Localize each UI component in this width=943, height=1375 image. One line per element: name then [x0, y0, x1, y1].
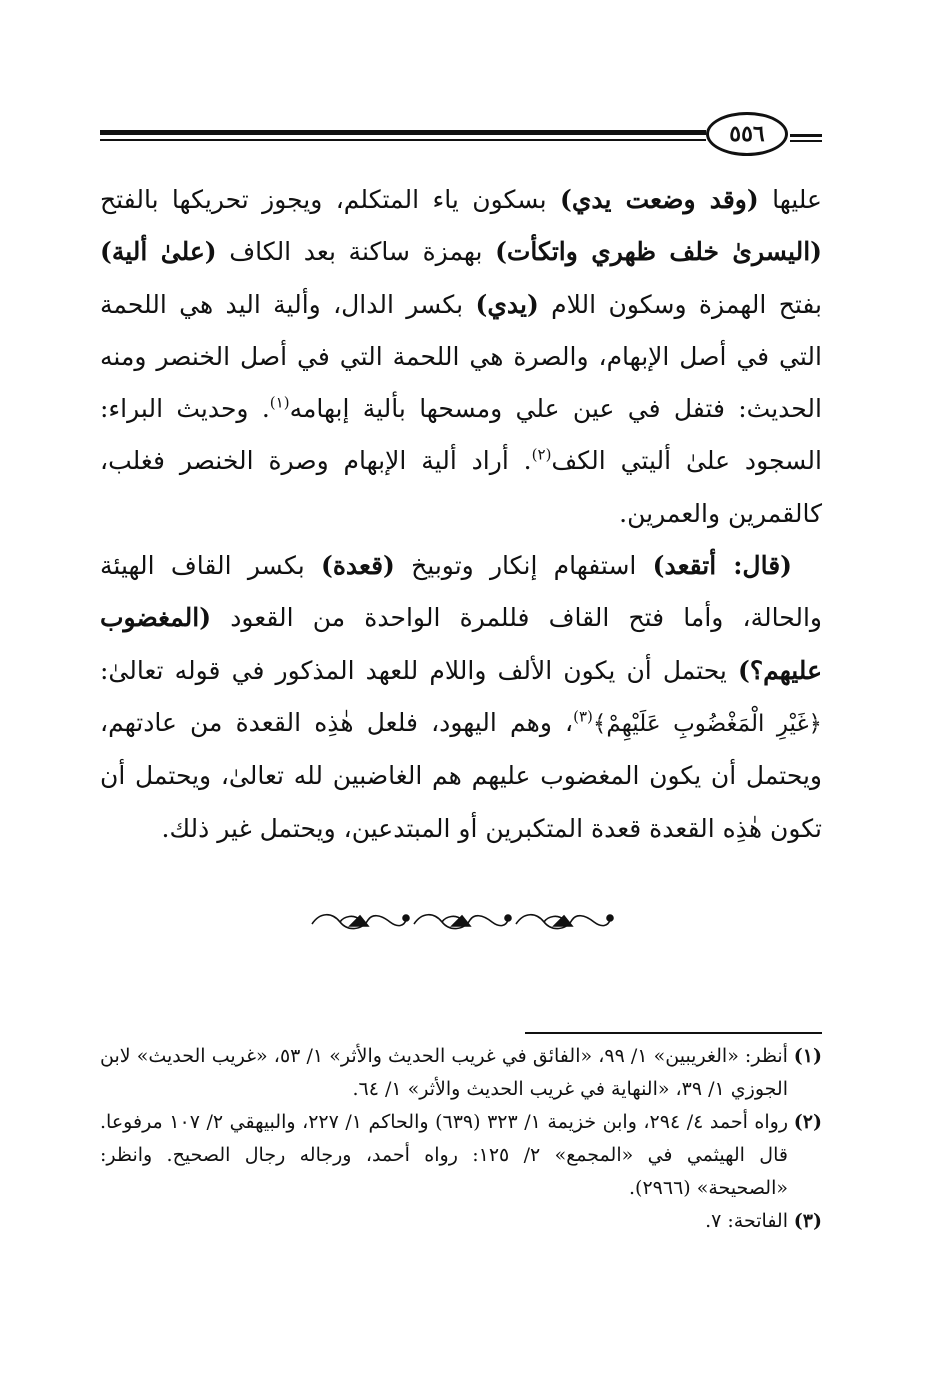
- text-run: . وحديث البراء: السجود علىٰ أليتي الكف: [100, 394, 822, 476]
- text-run: يحتمل أن يكون الألف واللام للعهد المذكور في قوله تعالىٰ:: [100, 655, 738, 685]
- text-run: بكسر الدال، وألية اليد هي اللحمة التي في أصل الإبهام، والصرة هي اللحمة التي في أصل الخنصر ومنه الحديث: فتفل في عين علي ومسحها بألية إبهامه: [100, 289, 822, 424]
- footnotes: [100, 1040, 822, 1238]
- footnote-number: (٢): [793, 1111, 822, 1133]
- page-number: ٥٥٦: [706, 112, 788, 156]
- page-header: [100, 112, 822, 162]
- header-rule-thick: [100, 130, 706, 135]
- quoted-phrase: (قال: أتقعد): [652, 551, 792, 581]
- paragraph-2: [100, 540, 822, 855]
- footnote-ref-2[interactable]: (٢): [531, 446, 552, 465]
- quoted-phrase: (يدي): [475, 289, 539, 319]
- quran-verse: ﴿غَيْرِ الْمَغْضُوبِ عَلَيْهِمْ﴾: [592, 710, 822, 737]
- text-run: ، وهم اليهود، فلعل هٰذِه القعدة من عادتهم، ويحتمل أن يكون المغضوب عليهم هم الغاضبين لله تعالىٰ، ويحتمل أن تكون هٰذِه القعدة قعدة المتكبرين أو المبتدعين، ويحتمل غير ذلك.: [100, 707, 822, 843]
- header-rule-right-thin: [790, 140, 822, 142]
- footnote-item: [100, 1205, 822, 1238]
- text-run: بهمزة ساكنة بعد الكاف: [216, 237, 496, 267]
- text-run: بفتح الهمزة وسكون اللام: [538, 289, 822, 319]
- header-rule-thin: [100, 139, 706, 141]
- quoted-phrase: (المغضوب عليهم؟): [100, 603, 822, 685]
- quoted-phrase: (وقد وضعت يدي): [559, 185, 759, 214]
- text-run: . أراد ألية الإبهام وصرة الخنصر فغلب، كالقمرين والعمرين.: [100, 446, 822, 528]
- text-run: بسكون ياء المتكلم، ويجوز تحريكها بالفتح: [100, 185, 560, 214]
- floral-ornament-icon: [300, 902, 620, 942]
- footnote-ref-3[interactable]: (٣): [573, 707, 593, 726]
- footnote-ref-1[interactable]: (١): [269, 393, 290, 412]
- text-run: بكسر القاف الهيئة والحالة، وأما فتح القاف فللمرة الواحدة من القعود: [100, 551, 822, 633]
- footnote-number: (١): [793, 1045, 822, 1067]
- footnote-separator: [525, 1032, 822, 1034]
- paragraph-1: [100, 174, 822, 540]
- header-rule-right: [790, 134, 822, 137]
- text-run: عليها: [758, 185, 822, 214]
- main-text: [100, 174, 822, 855]
- quoted-phrase: (قعدة): [320, 551, 395, 581]
- footnote-text: الفاتحة: ٧.: [705, 1210, 788, 1232]
- footnote-number: (٣): [793, 1210, 822, 1232]
- footnote-text: رواه أحمد ٤/ ٢٩٤، وابن خزيمة ١/ ٣٢٣ (٦٣٩) والحاكم ١/ ٢٢٧، والبيهقي ٢/ ١٠٧ مرفوعا. قال الهيثمي في «المجمع» ٢/ ١٢٥: رواه أحمد، ورجاله رجال الصحيح. وانظر: «الصحيحة» (٢٩٦٦).: [100, 1111, 788, 1199]
- footnote-item: [100, 1040, 822, 1106]
- footnote-text: أنظر: «الغريبين» ١/ ٩٩، «الفائق في غريب الحديث والأثر» ١/ ٥٣، «غريب الحديث» لابن الجوزي ١/ ٣٩، «النهاية في غريب الحديث والأثر» ١/ ٦٤.: [100, 1045, 788, 1100]
- quoted-phrase: (اليسرىٰ خلف ظهري واتكأت): [495, 237, 822, 267]
- text-run: استفهام إنكار وتوبيخ: [394, 551, 653, 581]
- footnote-item: [100, 1106, 822, 1205]
- quoted-phrase: (علىٰ ألية): [100, 237, 217, 267]
